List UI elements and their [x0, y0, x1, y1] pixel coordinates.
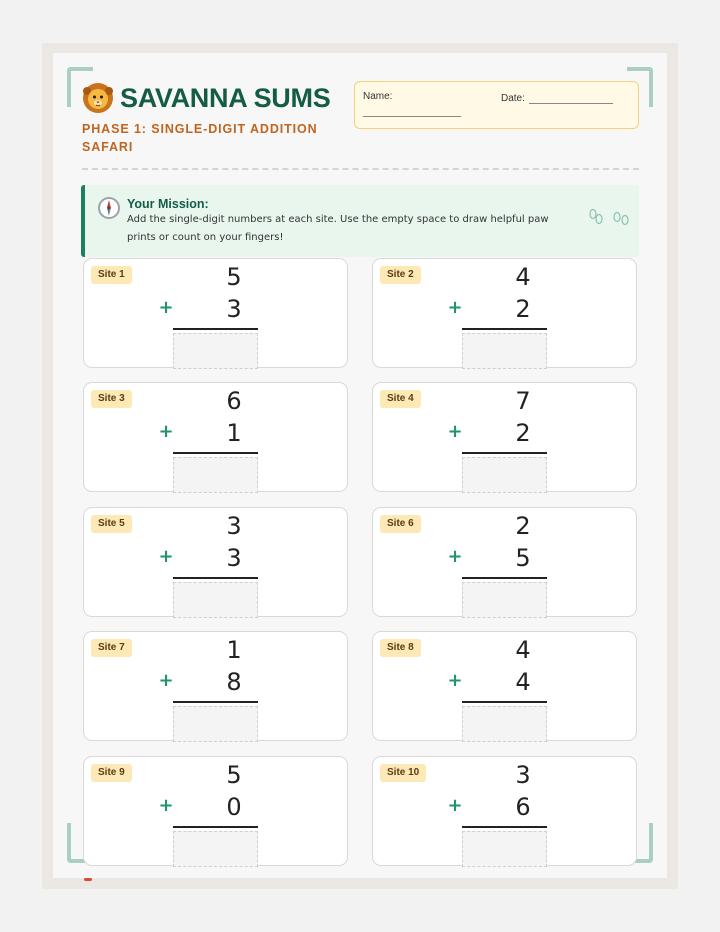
- problem-card: [83, 756, 348, 866]
- site-label: Site 6: [380, 515, 421, 533]
- name-date-box: [354, 81, 639, 129]
- addend-top: 7: [515, 387, 531, 415]
- plus-sign: +: [158, 670, 174, 691]
- problem-card: [372, 756, 637, 866]
- addend-bottom: 1: [226, 419, 242, 447]
- addend-bottom: 4: [515, 668, 531, 696]
- answer-box[interactable]: [462, 831, 547, 867]
- compass-icon: [97, 196, 121, 220]
- answer-box[interactable]: [173, 457, 258, 493]
- addend-bottom: 0: [226, 793, 242, 821]
- sum-line: [173, 452, 258, 454]
- name-label: Name:: [363, 91, 393, 102]
- sum-line: [173, 328, 258, 330]
- answer-box[interactable]: [173, 333, 258, 369]
- plus-sign: +: [447, 795, 463, 816]
- problem-card: [372, 382, 637, 492]
- site-label: Site 9: [91, 764, 132, 782]
- worksheet-subtitle: PHASE 1: SINGLE-DIGIT ADDITION SAFARI: [82, 122, 318, 154]
- sum-line: [173, 577, 258, 579]
- sum-line: [462, 577, 547, 579]
- problem-card: [83, 258, 348, 368]
- sum-line: [173, 701, 258, 703]
- worksheet-title: SAVANNA SUMS: [120, 82, 331, 113]
- answer-box[interactable]: [173, 706, 258, 742]
- addend-top: 1: [226, 636, 242, 664]
- problem-card: [83, 382, 348, 492]
- addend-top: 3: [515, 761, 531, 789]
- problem-card: [83, 631, 348, 741]
- sum-line: [462, 452, 547, 454]
- name-field[interactable]: [363, 116, 461, 117]
- site-label: Site 3: [91, 390, 132, 408]
- red-mark: [84, 878, 92, 881]
- problem-card: [372, 258, 637, 368]
- worksheet-header: [82, 82, 330, 114]
- site-label: Site 8: [380, 639, 421, 657]
- answer-box[interactable]: [173, 582, 258, 618]
- date-field[interactable]: [529, 103, 613, 104]
- problem-card: [372, 507, 637, 617]
- paw-prints-icon: [585, 207, 633, 231]
- addend-bottom: 5: [515, 544, 531, 572]
- answer-box[interactable]: [462, 582, 547, 618]
- plus-sign: +: [158, 546, 174, 567]
- answer-box[interactable]: [462, 457, 547, 493]
- site-label: Site 5: [91, 515, 132, 533]
- addend-bottom: 3: [226, 295, 242, 323]
- answer-box[interactable]: [462, 333, 547, 369]
- mission-text: Add the single-digit numbers at each site. Use the empty space to draw helpful paw prints or count on your fingers!: [127, 214, 549, 243]
- addend-top: 4: [515, 636, 531, 664]
- answer-box[interactable]: [173, 831, 258, 867]
- problem-card: [372, 631, 637, 741]
- sum-line: [462, 826, 547, 828]
- addend-top: 3: [226, 512, 242, 540]
- plus-sign: +: [158, 795, 174, 816]
- lion-icon: [82, 82, 114, 114]
- date-label: Date:: [501, 93, 525, 104]
- plus-sign: +: [158, 421, 174, 442]
- plus-sign: +: [158, 297, 174, 318]
- addend-bottom: 8: [226, 668, 242, 696]
- addend-bottom: 2: [515, 295, 531, 323]
- mission-title: Your Mission:: [127, 197, 209, 211]
- answer-box[interactable]: [462, 706, 547, 742]
- plus-sign: +: [447, 670, 463, 691]
- addend-top: 5: [226, 263, 242, 291]
- mission-banner: [81, 185, 639, 257]
- sum-line: [462, 701, 547, 703]
- addend-top: 4: [515, 263, 531, 291]
- site-label: Site 10: [380, 764, 426, 782]
- addend-bottom: 6: [515, 793, 531, 821]
- site-label: Site 1: [91, 266, 132, 284]
- addend-bottom: 2: [515, 419, 531, 447]
- addend-top: 6: [226, 387, 242, 415]
- sum-line: [173, 826, 258, 828]
- dashed-divider: [82, 168, 639, 170]
- addend-bottom: 3: [226, 544, 242, 572]
- problem-card: [83, 507, 348, 617]
- plus-sign: +: [447, 297, 463, 318]
- addend-top: 2: [515, 512, 531, 540]
- sum-line: [462, 328, 547, 330]
- plus-sign: +: [447, 546, 463, 567]
- site-label: Site 4: [380, 390, 421, 408]
- addend-top: 5: [226, 761, 242, 789]
- site-label: Site 7: [91, 639, 132, 657]
- site-label: Site 2: [380, 266, 421, 284]
- plus-sign: +: [447, 421, 463, 442]
